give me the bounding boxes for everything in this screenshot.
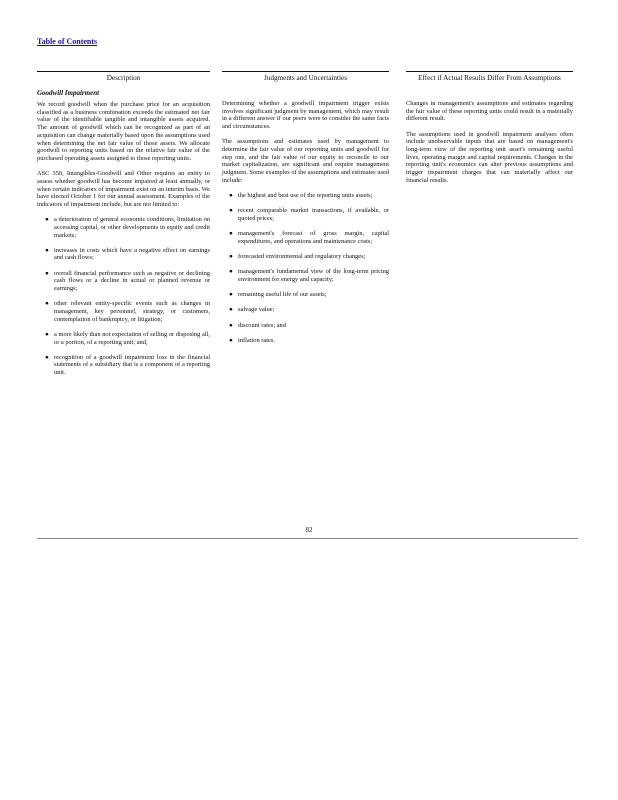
bullet-icon: ● <box>229 207 233 215</box>
impairment-indicators-list <box>37 216 210 377</box>
bullet-icon: ● <box>45 246 49 254</box>
list-item: ● overall financial performance such as negative or declining cash flows or a decline in actual or planned revenue or earnings; <box>45 269 210 293</box>
page-number: 82 <box>305 526 313 534</box>
bullet-icon: ● <box>45 300 49 308</box>
effect-paragraph: The assumptions used in goodwill impairment analyses often include unobservable inputs that are based on management's long-term view of the reporting unit asset's remaining useful lives, operating margin and capital requirements. Changes in the reporting unit's economics can alter previous assumptions and trigger impairment charges that can materially affect our financial results. <box>406 130 573 184</box>
list-item: ● forecasted environmental and regulatory changes; <box>229 253 366 261</box>
effect-paragraph: Changes in management's assumptions and estimates regarding the fair value of these reporting units could result in a materially different result. <box>406 100 573 123</box>
list-item: ● management's forecast of gross margin, capital expenditures, and operations and maintenance costs; <box>229 230 389 245</box>
judgments-paragraph: The assumptions and estimates used by management to determine the fair value of our reporting units and goodwill for step one, and the fair value of our equity to reconcile to our market capitalization, are significant and require management judgment. Some examples of the assumptions and estimates used include: <box>222 138 389 184</box>
list-item: ● recent comparable market transactions, if available, or quoted prices; <box>229 207 389 222</box>
bullet-icon: ● <box>45 216 49 224</box>
bullet-icon: ● <box>45 353 49 361</box>
table-of-contents-link[interactable]: Table of Contents <box>37 37 98 46</box>
bullet-icon: ● <box>229 306 233 314</box>
bullet-icon: ● <box>229 230 233 238</box>
bullet-icon: ● <box>45 330 49 338</box>
effect-header-rule <box>406 71 573 72</box>
bullet-icon: ● <box>45 269 49 277</box>
list-item: ● a more likely than not expectation of selling or disposing all, or a portion, of a reporting unit; and, <box>45 330 210 346</box>
list-item: ● inflation rates. <box>229 336 275 344</box>
goodwill-impairment-subheading: Goodwill Impairment <box>37 89 100 97</box>
bullet-icon: ● <box>229 192 233 200</box>
judgments-header-rule <box>222 71 389 72</box>
page-footer-rule <box>37 538 578 539</box>
list-item: ● remaining useful life of our assets; <box>229 291 327 299</box>
assumptions-list <box>222 192 389 344</box>
judgments-paragraph: Determining whether a goodwill impairment trigger exists involves significant judgment by management, which may result in a different answer if our peers were to consider the same facts and circumstances. <box>222 100 389 131</box>
description-header-rule <box>37 71 210 72</box>
effect-heading: Effect if Actual Results Differ From Assumptions <box>418 74 561 82</box>
list-item: ● management's fundamental view of the long-term pricing environment for energy and capacity; <box>229 268 389 283</box>
description-heading: Description <box>106 74 141 82</box>
description-paragraph: ASC 350, Intangibles-Goodwill and Other requires an entity to assess whether goodwill has become impaired at least annually, or when certain indicators of impairment exist on an interim basis. We have elected October 1 for our annual assessment. Examples of the indicators of impairment include, but are not limited to: <box>37 170 210 208</box>
judgments-heading: Judgments and Uncertainties <box>263 74 348 82</box>
list-item: ● salvage value; <box>229 306 275 314</box>
list-item: ● discount rates; and <box>229 321 286 329</box>
list-item: ● other relevant entity-specific events such as changes in management, key personnel, strategy, or customers, contemplation of bankruptcy, or litigation; <box>45 300 210 323</box>
description-column <box>37 71 210 384</box>
list-item: ● increases in costs which have a negative effect on earnings and cash flows; <box>45 246 210 262</box>
bullet-icon: ● <box>229 321 233 329</box>
list-item: ● a deterioration of general economic conditions, limitation on accessing capital, or other developments in equity and credit markets; <box>45 216 210 239</box>
effect-column <box>406 71 573 192</box>
description-paragraph: We record goodwill when the purchase price for an acquisition classified as a business combination exceeds the estimated net fair value of the identifiable tangible and intangible assets acquired. The amount of goodwill which can be recognized as part of an acquisition can change materially based upon the assumptions used when determining the net fair value of those assets. We allocate goodwill to reporting units based on the relative fair value of the purchased operating assets assigned to those reporting units. <box>37 101 210 162</box>
bullet-icon: ● <box>229 268 233 276</box>
list-item: ● recognition of a goodwill impairment loss in the financial statements of a subsidiary that is a component of a reporting unit. <box>45 353 210 377</box>
judgments-column <box>222 71 389 352</box>
bullet-icon: ● <box>229 291 233 299</box>
bullet-icon: ● <box>229 253 233 261</box>
bullet-icon: ● <box>229 336 233 344</box>
list-item: ● the highest and best use of the reporting units assets; <box>229 192 373 200</box>
